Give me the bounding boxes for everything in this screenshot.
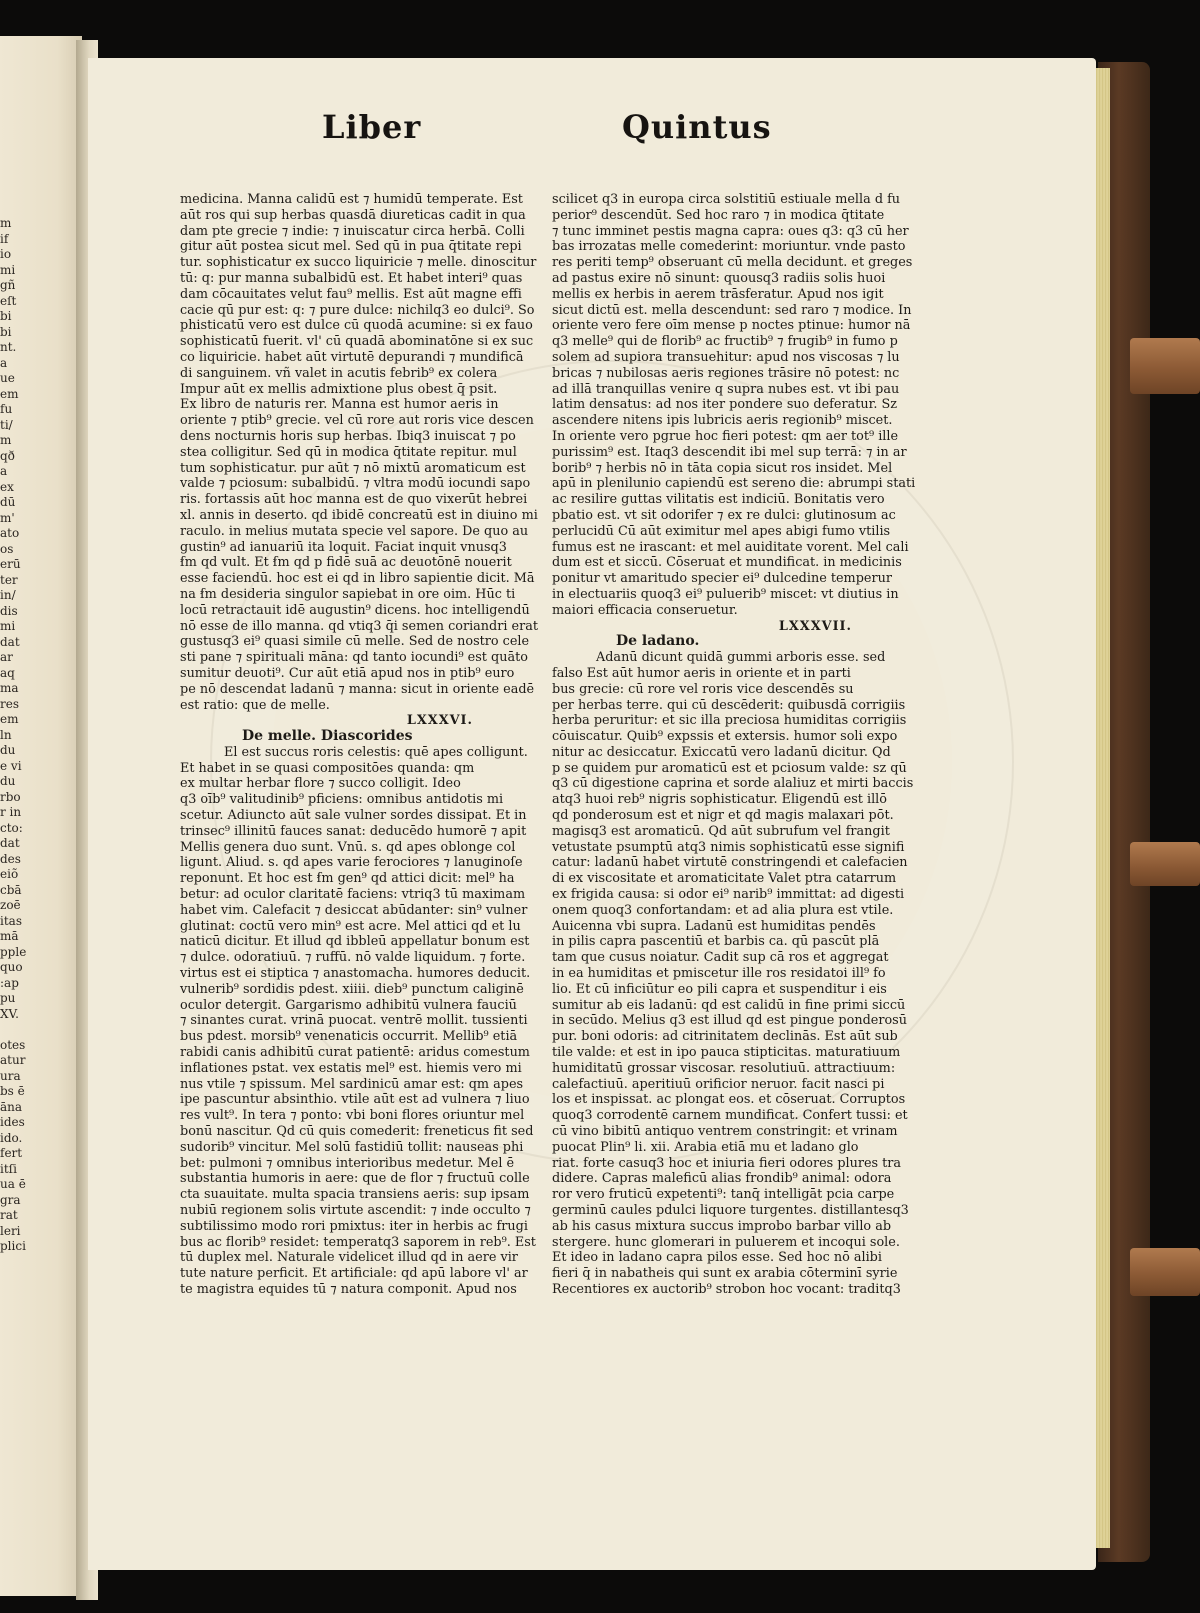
left-page-fragment: a (0, 464, 8, 478)
text-line: stea colligitur. Sed qū in modica q̄titate repitur. mul (180, 444, 517, 460)
text-line: q3 oīb⁹ valitudinib⁹ pficiens: omnibus antidotis mi (180, 792, 504, 808)
leather-strap (1130, 842, 1200, 886)
text-line: te magistra equides tū ⁊ natura componit. Apud nos (180, 1281, 517, 1297)
left-page-fragment: ua ē (0, 1177, 26, 1191)
text-line: gitur aūt postea sicut mel. Sed qū in pua q̄titate repi (180, 239, 522, 255)
right-text-column (552, 192, 916, 1298)
text-line: est ratio: que de melle. (180, 697, 330, 713)
left-page-fragment: ido. (0, 1130, 23, 1145)
text-line: calefactiuū. aperitiuū orificior neruor. facit nasci pi (552, 1076, 885, 1092)
text-line: tur. sophisticatur ex succo liquiricie ⁊ melle. dinoscitur (180, 255, 537, 271)
left-page-fragment: fert (0, 1146, 23, 1160)
left-page-fragment: in/ (0, 588, 16, 602)
text-line: sudorib⁹ vincitur. Mel solū fastidiū tollit: nauseas phi (180, 1139, 524, 1155)
text-line: bricas ⁊ nubilosas aeris regiones trāsire nō potest: nc (552, 365, 900, 381)
text-line: sophisticatū fuerit. vl' cū quadā abominatōne si ex suc (180, 334, 534, 350)
left-page-fragment: pple (0, 944, 27, 959)
left-page-fragment: du (0, 743, 16, 757)
text-line: fumus est ne irascant: et mel auiditate vorent. Mel cali (552, 539, 909, 555)
left-page-fragment: io (0, 247, 12, 261)
text-line: ẜm qd vult. Et ẜm qd p fidē suā ac deuotōnē nouerit (180, 555, 512, 571)
text-line: naticū dicitur. Et illud qd ibbleū appellatur bonum est (180, 934, 530, 950)
chapter-number: LXXXVII. (778, 618, 852, 634)
text-line: aūt ros qui sup herbas quasdā diureticas cadit in qua (180, 207, 526, 223)
left-page-fragment: plici (0, 1239, 26, 1253)
text-line: perlucidū Cū aūt eximitur mel apes abigi fumo vtilis (552, 523, 891, 539)
text-line: bus pdest. morsib⁹ venenaticis occurrit. Mellib⁹ etiā (180, 1029, 518, 1045)
text-line: valde ⁊ pciosum: subalbidū. ⁊ vltra modū iocundi sapo (180, 476, 531, 492)
text-line: res periti temp⁹ obseruant cū mella decidunt. et greges (552, 255, 913, 271)
left-page-fragment: pu (0, 991, 16, 1005)
text-line: qd ponderosum est et nigr et qd magis malaxari pōt. (552, 808, 894, 824)
text-line: ponitur vt amaritudo specier ei⁹ dulcedine temperur (552, 571, 892, 587)
left-page-fragment: qð (0, 448, 15, 463)
text-line: esse faciendū. hoc est ei qd in libro sapientie dicit. Mā (180, 571, 535, 587)
text-line: raculo. in melius mutata specie vel sapore. De quo au (180, 523, 529, 539)
text-line: dens nocturnis horis sup herbas. Ibiq3 inuiscat ⁊ po (180, 428, 516, 444)
leather-strap (1130, 1248, 1200, 1296)
text-line: phisticatū vero est dulce cū quodā acumine: si ex fauo (180, 318, 533, 334)
left-page-fragment: ato (0, 526, 20, 540)
text-line: lio. Et cū inficiūtur eo pili capra et suspenditur i eis (552, 981, 887, 997)
text-line: los et inspissat. ac plongat eos. et cōseruat. Corruptos (552, 1092, 906, 1108)
text-line: ac resilire guttas vilitatis est indiciū. Bonitatis vero (552, 492, 885, 508)
text-line: oriente vero fere oīm mense p noctes ptinue: humor nā (552, 318, 911, 334)
text-line: nitur ac desiccatur. Exiccatū vero ladanū dicitur. Qd (552, 744, 891, 760)
left-page-fragment: em (0, 386, 19, 401)
chapter-heading: De ladano. (616, 633, 700, 650)
text-line: bus grecie: cū rore vel roris vice descendēs su (552, 681, 854, 697)
text-line: na ẜm desideria singulor sapiebat in ore oim. Hūc ti (180, 586, 516, 602)
text-line: sumitur deuoti⁹. Cur aūt etiā apud nos in ptib⁹ euro (180, 665, 515, 681)
text-line: cacie qū pur est: q: ⁊ pure dulce: nichilq3 eo dulci⁹. So (180, 302, 535, 318)
left-page-fragment: rat (0, 1208, 18, 1222)
text-line: ror vero fruticū expetenti⁹: tanq̄ intelligāt pcia carpe (552, 1187, 895, 1203)
text-line: tū duplex mel. Naturale videlicet illud qd in aere vir (180, 1250, 518, 1266)
left-page-fragment: itas (0, 913, 22, 928)
text-line: dam pte grecie ⁊ indie: ⁊ inuiscatur circa herbā. Colli (180, 223, 525, 239)
left-page-fragment: ln (0, 727, 12, 742)
text-line: bus ac florib⁹ residet: temperatq3 saporem in reb⁹. Est (180, 1234, 536, 1250)
text-line: in ea humiditas et pmiscetur ille ros residatoi ill⁹ fo (552, 966, 886, 982)
left-page-fragment: ar (0, 650, 13, 664)
text-line: ab his casus mixtura succus improbo barbar villo ab (552, 1218, 892, 1234)
text-line: quoq3 corrodentē carnem mundificat. Confert tussi: et (552, 1108, 908, 1124)
left-page-fragment: ti/ (0, 417, 13, 432)
text-line: oculor detergit. Gargarismo adhibitū vulnera fauciū (180, 997, 517, 1013)
left-page-fragment: du (0, 774, 16, 788)
left-page-fragment: gra (0, 1192, 21, 1207)
left-page-fragment: e vi (0, 758, 22, 773)
text-line: inflationes pstat. vex estatis mel⁹ est. hiemis vero mi (180, 1060, 522, 1076)
left-page-fragment: :ap (0, 975, 19, 990)
chapter-heading: De melle. Diascorides (242, 728, 413, 745)
text-line: bet: pulmoni ⁊ omnibus interioribus medetur. Mel ē (180, 1155, 515, 1171)
text-line: vulnerib⁹ sordidis pdest. xiiii. dieb⁹ punctum caliginē (180, 981, 524, 997)
text-line: solem ad supiora transuehitur: apud nos viscosas ⁊ lu (552, 349, 900, 365)
text-line: puocat Plin⁹ li. xii. Arabia etiā mu et ladano glo (552, 1139, 859, 1155)
text-line: tum sophisticatur. pur aūt ⁊ nō mixtū aromaticum est (180, 460, 526, 476)
text-line: glutinat: coctū vero min⁹ est acre. Mel attici qd et lu (180, 918, 521, 934)
left-page-text (0, 216, 30, 1255)
text-line: Ex libro de naturis rer. Manna est humor aeris in (180, 397, 499, 413)
text-line: Auicenna vbi supra. Ladanū est humiditas pendēs (552, 918, 876, 934)
left-page-fragment: fu (0, 402, 13, 416)
text-line: catur: ladanū habet virtutē constringendi et calefacien (552, 855, 908, 871)
left-page-fragment: itſi (0, 1161, 17, 1176)
text-line: scetur. Adiuncto aūt sale vulner sordes dissipat. Et in (180, 808, 527, 824)
left-page-fragment: otes (0, 1037, 26, 1052)
text-line: di ex viscositate et aromaticitate Valet ptra catarrum (552, 871, 897, 887)
text-line: ex frigida causa: si odor ei⁹ narib⁹ immittat: ad digesti (552, 887, 905, 903)
left-page-fragment: if (0, 231, 9, 246)
text-line: ad illā tranquillas venire q supra nubes est. vt ibi pau (552, 381, 900, 397)
text-line: oriente ⁊ ptib⁹ grecie. vel cū rore aut roris vice descen (180, 413, 534, 429)
text-line: per herbas terre. qui cū descēderit: quibusdā corrigiis (552, 697, 906, 713)
left-page-fragment: eiõ (0, 867, 19, 881)
left-page (0, 36, 82, 1596)
text-line: nus vtile ⁊ spissum. Mel sardinicū amar est: qm apes (180, 1076, 524, 1092)
text-line: scilicet q3 in europa circa solstitiū estiuale mella d fu (552, 192, 901, 207)
text-line: reponunt. Et hoc est ẜm gen⁹ qd attici dicit: mel⁹ ha (180, 871, 515, 887)
left-page-fragment: dū (0, 495, 16, 509)
text-line: borib⁹ ⁊ herbis nō in tāta copia sicut ros insidet. Mel (552, 460, 893, 476)
text-line: q3 cū digestione caprina et sorde alaliuz et mirti baccis (552, 776, 914, 792)
left-page-fragment: m' (0, 510, 15, 525)
text-line: gustusq3 ei⁹ quasi simile cū melle. Sed de nostro cele (180, 634, 530, 650)
text-line: mellis ex herbis in aerem trāsferatur. Apud nos igit (552, 286, 884, 302)
text-line: nubiū regionem solis virtute ascendit: ⁊ inde occulto ⁊ (180, 1203, 531, 1218)
text-line: sti pane ⁊ spirituali māna: qd tanto iocundi⁹ est quāto (180, 650, 528, 666)
text-line: stergere. hunc glomerari in puluerem et incoqui sole. (552, 1234, 900, 1250)
left-page-fragment: bi (0, 324, 12, 339)
left-page-fragment: mi (0, 262, 16, 277)
left-page-fragment: dis (0, 603, 18, 618)
left-page-fragment: m (0, 433, 12, 447)
text-line: tū: q: pur manna subalbidū est. Et habet interi⁹ quas (180, 270, 523, 286)
left-page-fragment: ue (0, 371, 15, 385)
left-page-fragment: ides (0, 1115, 25, 1129)
text-line: Impur aūt ex mellis admixtione plus obest q̄ psit. (180, 381, 498, 397)
text-line: herba peruritur: et sic illa preciosa humiditas corrigiis (552, 713, 907, 729)
text-line: pur. boni odoris: ad citrinitatem declinās. Est aūt sub (552, 1029, 898, 1045)
text-line: cta suauitate. multa spacia transiens aeris: sup ipsam (180, 1187, 530, 1203)
left-page-fragment: quo (0, 960, 23, 974)
left-page-fragment: nt. (0, 340, 17, 354)
left-page-fragment (0, 1022, 30, 1038)
text-line: virtus est ei stiptica ⁊ anastomacha. humores deducit. (180, 966, 531, 982)
left-page-fragment: ex (0, 479, 14, 494)
text-line: co liquiricie. habet aūt virtutē depurandi ⁊ mundificā (180, 349, 524, 365)
left-page-fragment: XV. (0, 1006, 19, 1021)
text-line: p se quidem pur aromaticū est et pciosum valde: sz qū (552, 760, 907, 776)
text-line: maiori efficacia conseruetur. (552, 602, 738, 618)
text-line: dum est et siccū. Cōseruat et mundificat. in medicinis (552, 555, 902, 571)
text-line: ⁊ sinantes curat. vrinā puocat. ventrē mollit. tussienti (180, 1013, 528, 1029)
text-line: vetustate psumptū atq3 nimis sophisticatū esse signifi (552, 839, 905, 855)
left-page-fragment: des (0, 851, 21, 866)
text-line: in electuariis quoq3 ei⁹ puluerib⁹ miscet: vt diutius in (552, 586, 899, 602)
text-line: tute nature perficit. Et artificiale: qd apū labore vl' ar (180, 1266, 528, 1282)
left-page-fragment: r in (0, 805, 22, 819)
text-line: El est succus roris celestis: quē apes colligunt. (224, 744, 528, 760)
text-line: q3 melle⁹ qui de florib⁹ ac fructib⁹ ⁊ frugib⁹ in fumo p (552, 334, 898, 350)
left-page-fragment: gñ (0, 278, 16, 292)
text-line: perior⁹ descendūt. Sed hoc raro ⁊ in modica q̄titate (552, 207, 885, 223)
left-page-fragment: res (0, 696, 19, 711)
left-page-fragment: zoē (0, 898, 21, 912)
left-page-fragment: mā (0, 929, 19, 943)
text-line: sicut dictū est. mella descendunt: sed raro ⁊ modice. In (552, 302, 912, 318)
text-line: nō esse de illo manna. qd vtiq3 q̄i semen coriandri erat (180, 618, 538, 634)
text-line: cū vino bibitū antiquo ventrem constringit: et vrinam (552, 1124, 898, 1140)
text-line: ligunt. Aliud. s. qd apes varie ferociores ⁊ lanuginoſe (180, 855, 523, 871)
running-head-left: Liber (322, 108, 422, 146)
text-line: medicina. Manna calidū est ⁊ humidū temperate. Est (180, 192, 523, 207)
text-line: bas irrozatas melle comederint: moriuntur. vnde pasto (552, 239, 906, 255)
chapter-number: LXXXVI. (406, 713, 473, 729)
text-line: falso Est aūt humor aeris in oriente et in parti (552, 665, 851, 681)
text-line: onem quoq3 confortandam: et ad alia plura est vtile. (552, 902, 894, 918)
text-line: gustin⁹ ad ianuariū ita loquit. Faciat inquit vnusq3 (180, 539, 507, 555)
text-line: latim densatus: ad nos iter pondere suo deferatur. Sz (552, 397, 897, 413)
left-page-fragment: cbā (0, 882, 22, 897)
text-line: tam que cusus noiatur. Cadit sup cā ros et aggregat (552, 950, 889, 966)
left-page-fragment: dat (0, 634, 20, 649)
text-line: bonū nascitur. Qd cū quis comederit: freneticus fit sed (180, 1124, 534, 1140)
left-page-fragment: cto: (0, 820, 23, 835)
text-line: sumitur ab eis ladanū: qd est calidū in fine primi siccū (552, 997, 906, 1013)
text-line: dam cōcauitates velut fau⁹ mellis. Est aūt magne effi (180, 286, 522, 302)
left-page-fragment: rbo (0, 789, 21, 804)
left-page-fragment: bi (0, 309, 12, 323)
text-line: In oriente vero pgrue hoc fieri potest: qm aer tot⁹ ille (552, 428, 899, 444)
leather-strap (1130, 338, 1200, 394)
left-page-fragment: āna (0, 1099, 23, 1114)
text-line: in pilis capra pascentiū et barbis ca. qū pascūt plā (552, 934, 880, 950)
text-line: rabidi canis adhibitū curat patientē: aridus comestum (180, 1045, 530, 1061)
left-page-fragment: erū (0, 557, 21, 571)
text-line: subtilissimo modo rori pmixtus: iter in herbis ac frugi (180, 1218, 528, 1234)
text-line: locū retractauit idē augustin⁹ dicens. hoc intelligendū (180, 602, 530, 618)
text-line: pbatio est. vt sit odorifer ⁊ ex re dulci: glutinosum ac (552, 507, 896, 523)
text-line: pe nō descendat ladanū ⁊ manna: sicut in oriente eadē (180, 681, 535, 697)
left-page-fragment: ma (0, 681, 19, 695)
text-line: ⁊ dulce. odoratiuū. ⁊ ruffū. nō valde liquidum. ⁊ forte. (180, 950, 526, 966)
left-page-fragment: bs ē (0, 1084, 25, 1098)
text-line: riat. forte casuq3 hoc et iniuria fieri odores plures tra (552, 1155, 902, 1171)
text-line: substantia humoris in aere: que de flor ⁊ fructuū colle (180, 1171, 530, 1187)
text-line: Adanū dicunt quidā gummi arboris esse. sed (596, 650, 886, 666)
text-line: ex multar herbar flore ⁊ succo colligit. Ideo (180, 776, 461, 792)
left-page-fragment: eſt (0, 293, 17, 308)
text-line: habet vim. Calefacit ⁊ desiccat abūdanter: sin⁹ vulner (180, 902, 528, 918)
left-page-fragment: os (0, 541, 14, 556)
text-line: ad pastus exire nō sinunt: quousq3 radiis solis huoi (552, 270, 886, 286)
text-line: ascendere nitens ipis lubricis aeris regionib⁹ miscet. (552, 413, 893, 429)
text-line: ipe pascuntur absinthio. vtile aūt est ad vulnera ⁊ liuo (180, 1092, 530, 1108)
text-line: ris. fortassis aūt hoc manna est de quo vixerūt hebrei (180, 492, 528, 508)
text-line: fieri q̄ in nabatheis qui sunt ex arabia cōterminī syrie (552, 1266, 898, 1282)
text-line: res vult⁹. In tera ⁊ ponto: vbi boni flores oriuntur mel (180, 1108, 525, 1124)
text-line: germinū caules pdulci liquore turgentes. distillantesq3 (552, 1203, 909, 1218)
left-text-column (180, 192, 538, 1298)
text-line: Et ideo in ladano capra pilos esse. Sed hoc nō alibi (552, 1250, 882, 1266)
text-line: apū in plenilunio capiendū est sereno die: abrumpi stati (552, 476, 916, 492)
text-line: ⁊ tunc imminet pestis magna capra: oues q3: q3 cū her (552, 223, 909, 239)
left-page-fragment: aq (0, 665, 15, 680)
text-line: betur: ad oculor claritatē faciens: vtriq3 tū maximam (180, 887, 526, 903)
text-line: Et habet in se quasi compositōes quanda: qm (180, 760, 475, 776)
text-line: trinsec⁹ illinitū fauces sanat: deducēdo humorē ⁊ apit (180, 823, 527, 839)
text-line: in secūdo. Melius q3 est illud qd est pingue ponderosū (552, 1013, 907, 1029)
left-page-fragment: dat (0, 836, 20, 850)
left-page-fragment: mi (0, 619, 16, 633)
left-page-fragment: ter (0, 572, 18, 587)
left-page-fragment: leri (0, 1223, 21, 1238)
text-line: purissim⁹ est. Itaq3 descendit ibi mel sup terrā: ⁊ in ar (552, 444, 907, 460)
left-page-fragment: em (0, 712, 19, 726)
left-page-fragment: ura (0, 1068, 21, 1083)
text-line: di sanguinem. vñ valet in acutis febrib⁹ ex colera (180, 365, 498, 381)
left-page-fragment: m (0, 216, 12, 230)
text-line: xl. annis in deserto. qd ibidē concreatū est in diuino mi (180, 507, 538, 523)
running-head-right: Quintus (622, 108, 772, 146)
text-line: atq3 huoi reb⁹ nigris sophisticatur. Eligendū est illō (552, 792, 887, 808)
text-line: Recentiores ex auctorib⁹ strobon hoc vocant: traditq3 (552, 1281, 901, 1297)
left-page-fragment: a (0, 355, 8, 370)
text-line: Mellis genera duo sunt. Vnū. s. qd apes oblonge col (180, 839, 516, 855)
text-line: cōuiscatur. Quib⁹ expssis et extersis. humor soli expo (552, 729, 898, 745)
left-page-fragment: atur (0, 1053, 26, 1067)
text-line: humiditatū grossar viscosar. resolutiuū. attractiuum: (552, 1060, 896, 1076)
text-line: magisq3 est aromaticū. Qd aūt subrufum vel frangit (552, 823, 890, 839)
text-line: didere. Capras maleficū alias frondib⁹ animal: odora (552, 1171, 892, 1187)
text-line: tile valde: et est in ipo pauca stipticitas. maturatiuum (552, 1045, 901, 1061)
